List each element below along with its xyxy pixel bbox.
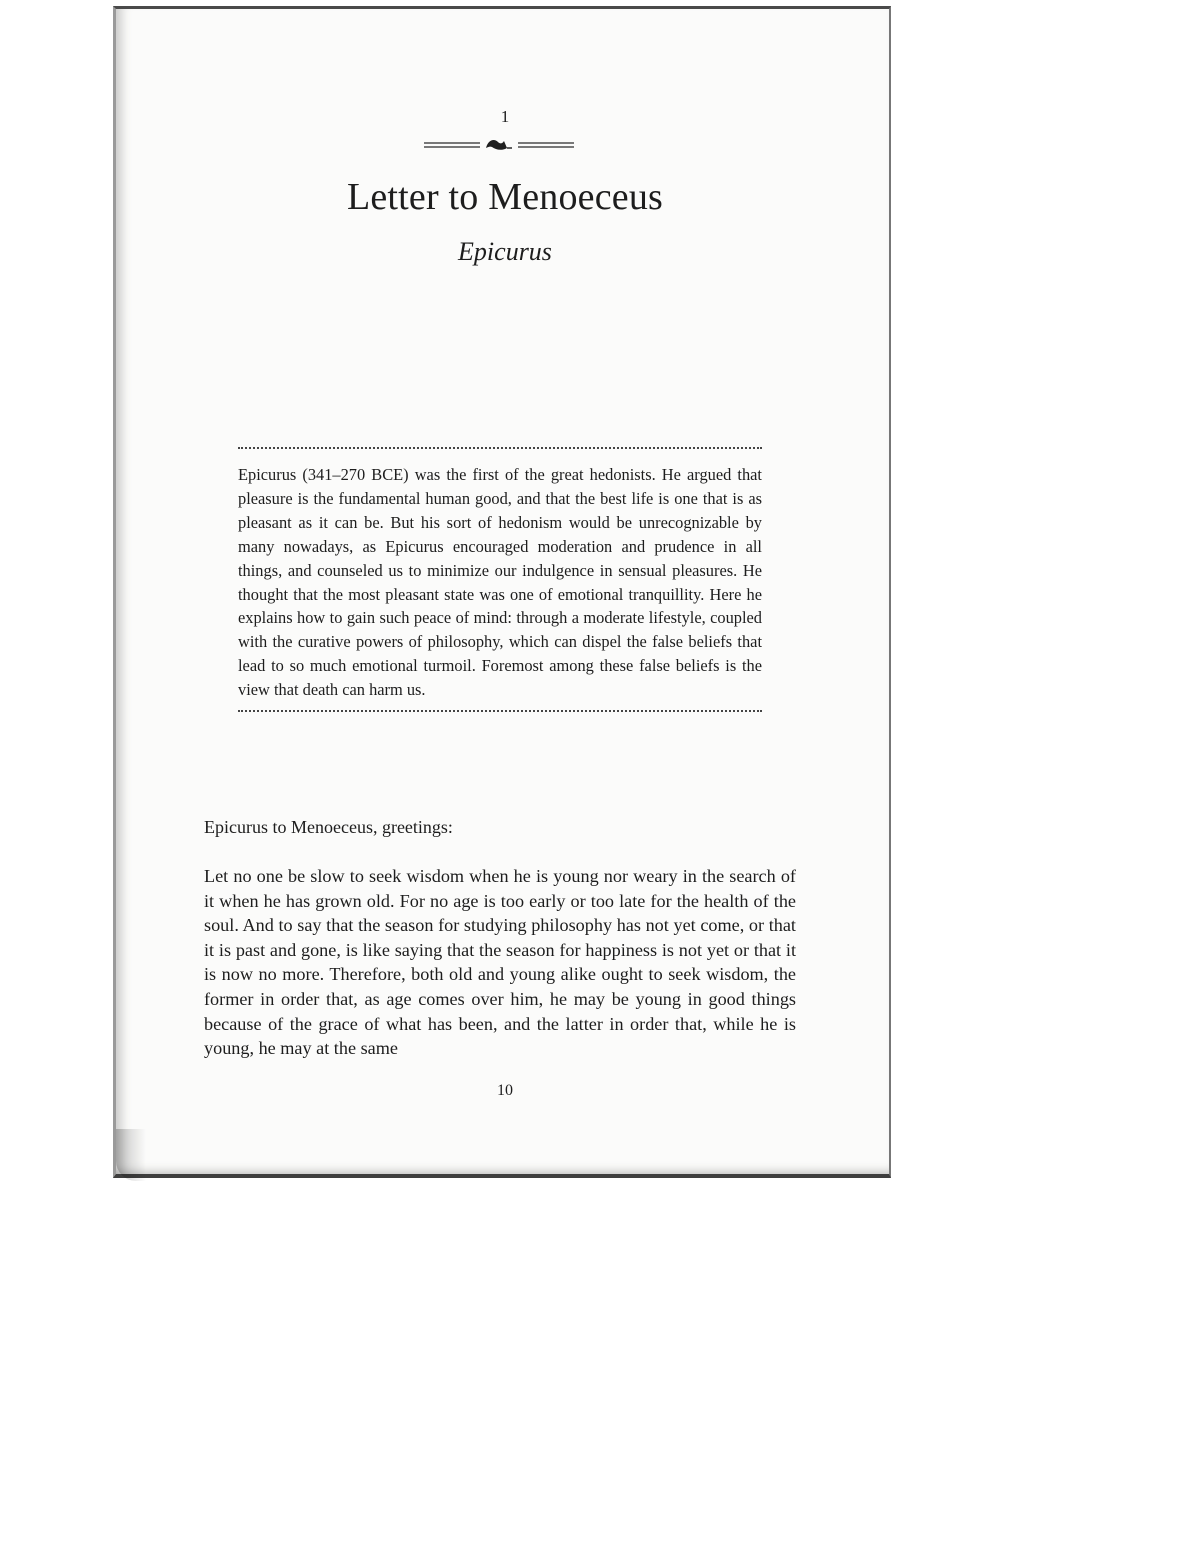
scanned-book-page — [113, 6, 891, 1178]
letter-salutation: Epicurus to Menoeceus, greetings: — [204, 817, 453, 837]
editor-introduction — [238, 447, 762, 712]
fleuron-ornament-icon — [422, 136, 576, 154]
page-number: 10 — [497, 1082, 513, 1099]
letter-body-paragraph: Let no one be slow to seek wisdom when he is young nor weary in the search of it when he has grown old. For no age is too early or too late for the health of the soul. And to say that the season for studying philosophy has not yet come, or that it is past and gone, is like saying that the season for happiness is not yet or that it is now no more. Therefore, both old and young alike ought to seek wisdom, the former in order that, as age comes over him, he may be young in good things because of the grace of what has been, and the latter in order that, while he is young, he may at the same — [204, 866, 796, 1059]
page-content — [116, 9, 894, 1181]
chapter-title: Letter to Menoeceus — [346, 176, 664, 218]
chapter-author: Epicurus — [458, 237, 552, 266]
page-edge-shadow — [116, 1129, 146, 1181]
chapter-number: 1 — [500, 107, 510, 126]
introduction-paragraph: Epicurus (341–270 BCE) was the first of the great hedonists. He argued that pleasure is the fundamental human good, and that the best life is one that is as pleasant as it can be. But his sort of hedonism would be unrecognizable by many nowadays, as Epicurus encouraged moderation and prudence in all things, and counseled us to minimize our indulgence in sensual pleasures. He thought that the most pleasant state was one of emotional tranquillity. Here he explains how to gain such peace of mind: through a moderate lifestyle, coupled with the curative powers of philosophy, which can dispel the false beliefs that lead to so much emotional turmoil. Foremost among these false beliefs is the view that death can harm us. — [238, 465, 762, 700]
